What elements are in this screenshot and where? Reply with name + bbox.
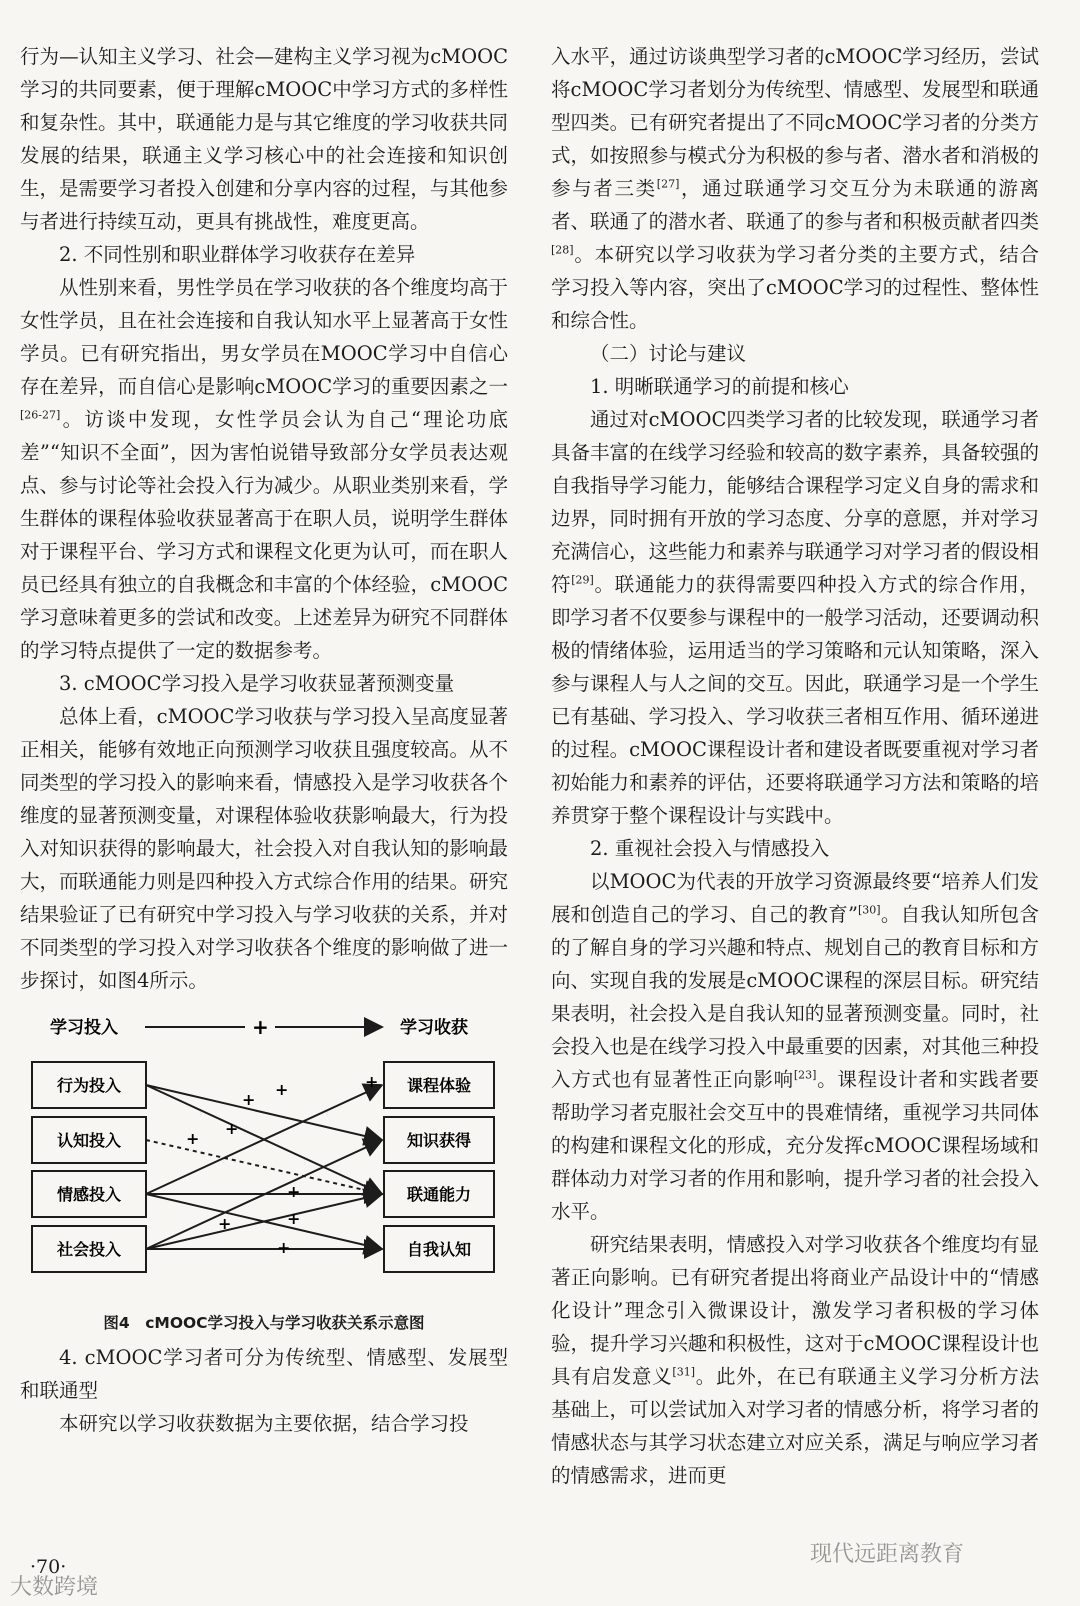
paragraph: 以MOOC为代表的开放学习资源最终要“培养人们发展和创造自己的学习、自己的教育”[30]。自我认知所包含的了解自身的学习兴趣和特点、规划自己的教育目标和方向、实现自我的发展是cMOOC课程的深层目标。研究结果表明，社会投入是自我认知的显著预测变量。同时，社会投入也是在线学习投入中最重要的因素，对其他三种投入方式也有显著性正向影响[23]。课程设计者和实践者要帮助学习者克服社会交互中的畏难情绪，重视学习共同体的构建和课程文化的形成，充分发挥cMOOC课程场域和群体动力对学习者的作用和影响，提升学习者的社会投入水平。 xyxy=(551,870,1039,1223)
page-number: ·70· xyxy=(30,1556,67,1578)
paragraph: 入水平，通过访谈典型学习者的cMOOC学习经历，尝试将cMOOC学习者划分为传统型、情感型、发展型和联通型四类。已有研究者提出了不同cMOOC学习者的分类方式，如按照参与模式分为积极的参与者、潜水者和消极的参与者三类[27]，通过联通学习交互分为未联通的游离者、联通了的潜水者、联通了的参与者和积极贡献者四类[28]。本研究以学习收获为学习者分类的主要方式，结合学习投入等内容，突出了cMOOC学习的过程性、整体性和综合性。 xyxy=(551,45,1039,332)
paragraph: 从性别来看，男性学员在学习收获的各个维度均高于女性学员，且在社会连接和自我认知水平上显著高于女性学员。已有研究指出，男女学员在MOOC学习中自信心存在差异，而自信心是影响cMOOC学习的重要因素之一[26-27]。访谈中发现，女性学员会认为自己“理论功底差”“知识不全面”，因为害怕说错导致部分女学员表达观点、参与讨论等社会投入行为减少。从职业类别来看，学生群体的课程体验收获显著高于在职人员，说明学生群体对于课程平台、学习方式和课程文化更为认可，而在职人员已经具有独立的自我概念和丰富的个体经验，cMOOC学习意味着更多的尝试和改变。上述差异为研究不同群体的学习特点提供了一定的数据参考。 xyxy=(20,276,508,662)
citation: [23] xyxy=(793,1068,817,1082)
watermark-left: 大数跨境 xyxy=(10,1575,99,1600)
arrow-plus: + xyxy=(287,1209,301,1228)
figure-caption: 图4 cMOOC学习投入与学习收获关系示意图 xyxy=(103,1314,425,1332)
input-label: 社会投入 xyxy=(56,1240,122,1259)
paragraph: 总体上看，cMOOC学习收获与学习投入呈高度显著正相关，能够有效地正向预测学习收获且强度较高。从不同类型的学习投入的影响来看，情感投入是学习收获各个维度的显著预测变量，对课程体验收获影响最大，行为投入对知识获得的影响最大，社会投入对自我认知的影响最大，而联通能力则是四种投入方式综合作用的结果。研究结果验证了已有研究中学习投入与学习收获的关系，并对不同类型的学习投入对学习收获各个维度的影响做了进一步探讨，如图4所示。 xyxy=(20,705,508,992)
figure-4 xyxy=(20,1009,508,1309)
input-label: 情感投入 xyxy=(56,1185,122,1204)
header-input-label: 学习投入 xyxy=(50,1018,118,1038)
right-column xyxy=(551,40,1039,1492)
subsection-heading: 1. 明晰联通学习的前提和核心 xyxy=(590,375,849,398)
header-output-label: 学习收获 xyxy=(400,1018,468,1038)
citation: [26-27] xyxy=(20,408,61,422)
arrow-plus: + xyxy=(277,1238,291,1257)
arrow-plus: + xyxy=(218,1214,232,1233)
arrow-plus: + xyxy=(242,1090,256,1109)
citation: [29] xyxy=(571,573,594,587)
subsection-heading: 3. cMOOC学习投入是学习收获显著预测变量 xyxy=(59,672,455,695)
subsection-heading: 2. 不同性别和职业群体学习收获存在差异 xyxy=(59,243,416,266)
paragraph: 行为—认知主义学习、社会—建构主义学习视为cMOOC学习的共同要素，便于理解cMOOC中学习方式的多样性和复杂性。其中，联通能力是与其它维度的学习收获共同发展的结果，联通主义学习核心中的社会连接和知识创生，是需要学习者投入创建和分享内容的过程，与其他参与者进行持续互动，更具有挑战性，难度更高。 xyxy=(20,45,508,233)
header-plus: + xyxy=(252,1015,269,1039)
arrow-behavior-knowledge xyxy=(146,1085,382,1140)
output-label: 自我认知 xyxy=(406,1240,472,1259)
watermark-right: 现代远距离教育 xyxy=(810,1542,965,1567)
subsection-heading: 4. cMOOC学习者可分为传统型、情感型、发展型和联通型 xyxy=(20,1346,508,1402)
input-label: 行为投入 xyxy=(56,1076,122,1095)
arrow-plus: + xyxy=(287,1182,301,1201)
arrow-plus: + xyxy=(225,1119,239,1138)
section-heading: （二）讨论与建议 xyxy=(590,342,747,365)
citation: [27] xyxy=(656,177,680,191)
arrow-plus: + xyxy=(365,1072,379,1091)
citation: [30] xyxy=(857,903,881,917)
left-column xyxy=(20,40,508,1440)
paragraph: 本研究以学习收获数据为主要依据，结合学习投 xyxy=(59,1412,469,1435)
arrow-plus: + xyxy=(186,1129,200,1148)
arrow-cognitive-connect xyxy=(146,1140,382,1194)
output-label: 知识获得 xyxy=(406,1131,472,1150)
output-label: 联通能力 xyxy=(406,1185,472,1204)
figure-diagram xyxy=(20,1009,508,1309)
citation: [28] xyxy=(551,243,574,257)
subsection-heading: 2. 重视社会投入与情感投入 xyxy=(590,837,830,860)
paragraph: 研究结果表明，情感投入对学习收获各个维度均有显著正向影响。已有研究者提出将商业产品设计中的“情感化设计”理念引入微课设计，激发学习者积极的学习体验，提升学习兴趣和积极性，这对于cMOOC课程设计也具有启发意义[31]。此外，在已有联通主义学习分析方法基础上，可以尝试加入对学习者的情感分析，将学习者的情感状态与其学习状态建立对应关系，满足与响应学习者的情感需求，进而更 xyxy=(551,1233,1039,1487)
paragraph: 通过对cMOOC四类学习者的比较发现，联通学习者具备丰富的在线学习经验和较高的数字素养，具备较强的自我指导学习能力，能够结合课程学习定义自身的需求和边界，同时拥有开放的学习态度、分享的意愿，并对学习充满信心，这些能力和素养与联通学习对学习者的假设相符[29]。联通能力的获得需要四种投入方式的综合作用，即学习者不仅要参与课程中的一般学习活动，还要调动积极的情绪体验，运用适当的学习策略和元认知策略，深入参与课程人与人之间的交互。因此，联通学习是一个学生已有基础、学习投入、学习收获三者相互作用、循环递进的过程。cMOOC课程设计者和建设者既要重视对学习者初始能力和素养的评估，还要将联通学习方法和策略的培养贯穿于整个课程设计与实践中。 xyxy=(551,408,1039,827)
citation: [31] xyxy=(672,1365,695,1379)
arrow-plus: + xyxy=(275,1080,289,1099)
input-label: 认知投入 xyxy=(56,1131,122,1150)
output-label: 课程体验 xyxy=(406,1076,472,1095)
